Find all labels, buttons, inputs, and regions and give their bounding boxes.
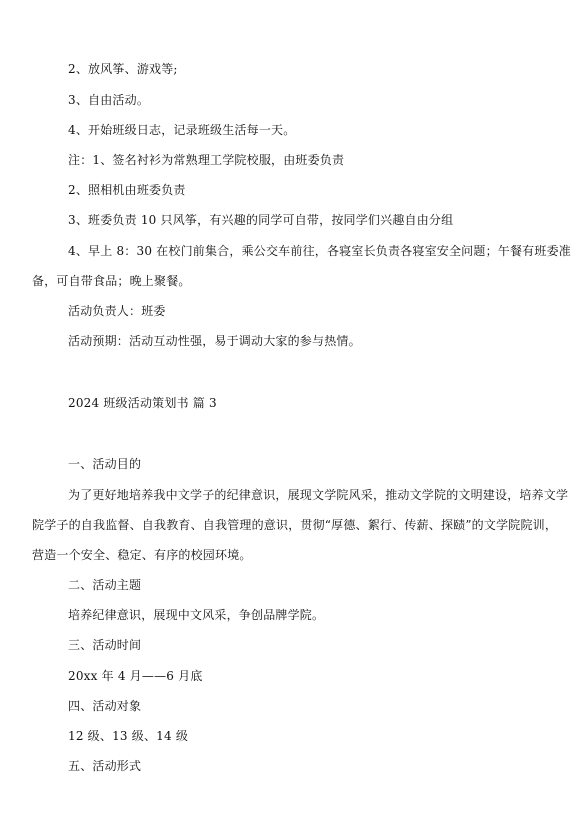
heading-time: 三、活动时间 [68,638,142,652]
text-line-6: 3、班委负责 10 只风筝，有兴趣的同学可自带，按同学们兴趣自由分组 [68,213,454,227]
text-line-2: 3、自由活动。 [68,93,150,107]
text-line-4: 注：1、签名衬衫为常熟理工学院校服，由班委负责 [68,153,345,167]
text-line-3: 4、开始班级日志，记录班级生活每一天。 [68,123,296,137]
heading-purpose: 一、活动目的 [68,457,142,471]
text-line-17: 培养纪律意识，展现中文风采，争创品牌学院。 [68,608,325,622]
text-line-21: 12 级、13 级、14 级 [68,729,189,743]
text-line-15: 营造一个安全、稳定、有序的校园环境。 [32,548,252,562]
text-line-5: 2、照相机由班委负责 [68,183,186,197]
text-line-7: 4、早上 8：30 在校门前集合，乘公交车前往，各寝室长负责各寝室安全问题；午餐有班委准 [68,244,571,258]
heading-audience: 四、活动对象 [68,699,142,713]
heading-form: 五、活动形式 [68,759,142,773]
text-line-10: 活动预期：活动互动性强，易于调动大家的参与热情。 [68,334,361,348]
section-title: 2024 班级活动策划书 篇 3 [68,396,217,410]
text-line-1: 2、放风筝、游戏等; [68,62,178,76]
text-line-19: 20xx 年 4 月——6 月底 [68,669,203,683]
text-line-8: 备，可自带食品；晚上聚餐。 [32,274,191,288]
text-line-9: 活动负责人：班委 [68,304,166,318]
text-line-14: 院学子的自我监督、自我教育、自我管理的意识，贯彻“厚德、絮行、传薪、探赜”的文学院院训， [32,518,558,532]
text-line-13: 为了更好地培养我中文学子的纪律意识，展现文学院风采，推动文学院的文明建设，培养文学 [68,488,569,502]
heading-theme: 二、活动主题 [68,578,142,592]
